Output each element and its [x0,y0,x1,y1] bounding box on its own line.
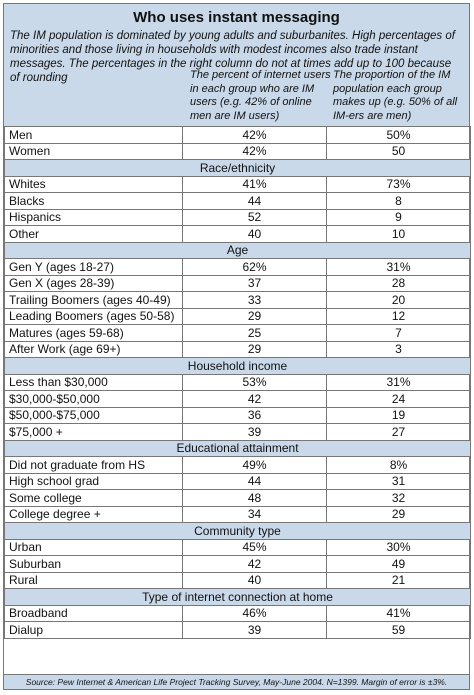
percent-users-cell: 40 [183,226,327,243]
proportion-cell: 41% [327,605,471,622]
table-title: Who uses instant messaging [133,9,340,26]
row-label: Women [5,143,183,160]
percent-users-cell: 34 [183,506,327,523]
row-label: Rural [5,572,183,589]
percent-users-cell: 39 [183,424,327,441]
column-header-proportion: The proportion of the IM population each group makes up (e.g. 50% of all IM-ers are men) [333,69,458,122]
table-row [5,506,471,523]
section-heading: Type of internet connection at home [5,589,471,606]
table-row [5,572,471,589]
percent-users-cell: 42 [183,556,327,573]
section-header-row [5,160,471,177]
im-usage-table-card [3,3,470,690]
percent-users-cell: 44 [183,473,327,490]
table-row [5,605,471,622]
percent-users-cell: 46% [183,605,327,622]
percent-users-cell: 62% [183,259,327,276]
percent-users-cell: 42 [183,391,327,408]
percent-users-cell: 49% [183,457,327,474]
row-label: College degree + [5,506,183,523]
table-row [5,556,471,573]
table-row [5,226,471,243]
column-header-percent-users: The percent of internet users in each group who are IM users (e.g. 42% of online men are IM users) [190,69,331,122]
table-row [5,374,471,391]
table-row [5,341,471,358]
proportion-cell: 8 [327,193,471,210]
percent-users-cell: 42% [183,143,327,160]
section-heading: Community type [5,523,471,540]
percent-users-cell: 41% [183,176,327,193]
intro-text: The IM population is dominated by young adults and suburbanites. High percentages of minorities and those living in households with modest incomes also trade instant messages. The percentages in the right column do not at times add up to 100 because of rounding [10,30,455,84]
section-header-row [5,589,471,606]
proportion-cell: 24 [327,391,471,408]
table-row [5,325,471,342]
proportion-cell: 7 [327,325,471,342]
percent-users-cell: 25 [183,325,327,342]
table-row [5,308,471,325]
table-header [4,4,469,126]
data-table-body [5,127,471,639]
proportion-cell: 29 [327,506,471,523]
proportion-cell: 31% [327,374,471,391]
row-label: Gen Y (ages 18-27) [5,259,183,276]
table-row [5,473,471,490]
percent-users-cell: 29 [183,308,327,325]
row-label: $50,000-$75,000 [5,407,183,424]
row-label: Leading Boomers (ages 50-58) [5,308,183,325]
proportion-cell: 3 [327,341,471,358]
data-table [4,126,471,639]
percent-users-cell: 48 [183,490,327,507]
section-heading: Race/ethnicity [5,160,471,177]
percent-users-cell: 52 [183,209,327,226]
proportion-cell: 31% [327,259,471,276]
percent-users-cell: 37 [183,275,327,292]
percent-users-cell: 39 [183,622,327,639]
table-row [5,622,471,639]
percent-users-cell: 33 [183,292,327,309]
table-row [5,143,471,160]
row-label: Dialup [5,622,183,639]
proportion-cell: 9 [327,209,471,226]
percent-users-cell: 40 [183,572,327,589]
section-header-row [5,242,471,259]
percent-users-cell: 45% [183,539,327,556]
table-row [5,259,471,276]
row-label: Hispanics [5,209,183,226]
row-label: After Work (age 69+) [5,341,183,358]
row-label: Other [5,226,183,243]
table-row [5,490,471,507]
proportion-cell: 21 [327,572,471,589]
table-row [5,275,471,292]
section-heading: Educational attainment [5,440,471,457]
row-label: Less than $30,000 [5,374,183,391]
table-row [5,457,471,474]
percent-users-cell: 29 [183,341,327,358]
section-header-row [5,358,471,375]
proportion-cell: 31 [327,473,471,490]
row-label: Men [5,127,183,144]
table-row [5,407,471,424]
row-label: Gen X (ages 28-39) [5,275,183,292]
row-label: Matures (ages 59-68) [5,325,183,342]
proportion-cell: 50 [327,143,471,160]
section-heading: Household income [5,358,471,375]
row-label: $30,000-$50,000 [5,391,183,408]
table-row [5,539,471,556]
proportion-cell: 49 [327,556,471,573]
table-row [5,127,471,144]
proportion-cell: 73% [327,176,471,193]
table-row [5,176,471,193]
proportion-cell: 12 [327,308,471,325]
row-label: Trailing Boomers (ages 40-49) [5,292,183,309]
row-label: Some college [5,490,183,507]
section-heading: Age [5,242,471,259]
percent-users-cell: 53% [183,374,327,391]
proportion-cell: 59 [327,622,471,639]
table-row [5,424,471,441]
row-label: High school grad [5,473,183,490]
row-label: Suburban [5,556,183,573]
proportion-cell: 32 [327,490,471,507]
proportion-cell: 27 [327,424,471,441]
proportion-cell: 30% [327,539,471,556]
row-label: Blacks [5,193,183,210]
row-label: $75,000 + [5,424,183,441]
percent-users-cell: 36 [183,407,327,424]
proportion-cell: 19 [327,407,471,424]
row-label: Did not graduate from HS [5,457,183,474]
proportion-cell: 10 [327,226,471,243]
row-label: Whites [5,176,183,193]
table-row [5,292,471,309]
column-headers [4,69,469,126]
proportion-cell: 28 [327,275,471,292]
proportion-cell: 8% [327,457,471,474]
source-note: Source: Pew Internet & American Life Project Tracking Survey, May-June 2004. N=1399. Margin of error is ±3%. [4,674,469,689]
proportion-cell: 50% [327,127,471,144]
row-label: Broadband [5,605,183,622]
proportion-cell: 20 [327,292,471,309]
section-header-row [5,523,471,540]
table-row [5,209,471,226]
percent-users-cell: 44 [183,193,327,210]
table-row [5,391,471,408]
percent-users-cell: 42% [183,127,327,144]
section-header-row [5,440,471,457]
row-label: Urban [5,539,183,556]
table-row [5,193,471,210]
